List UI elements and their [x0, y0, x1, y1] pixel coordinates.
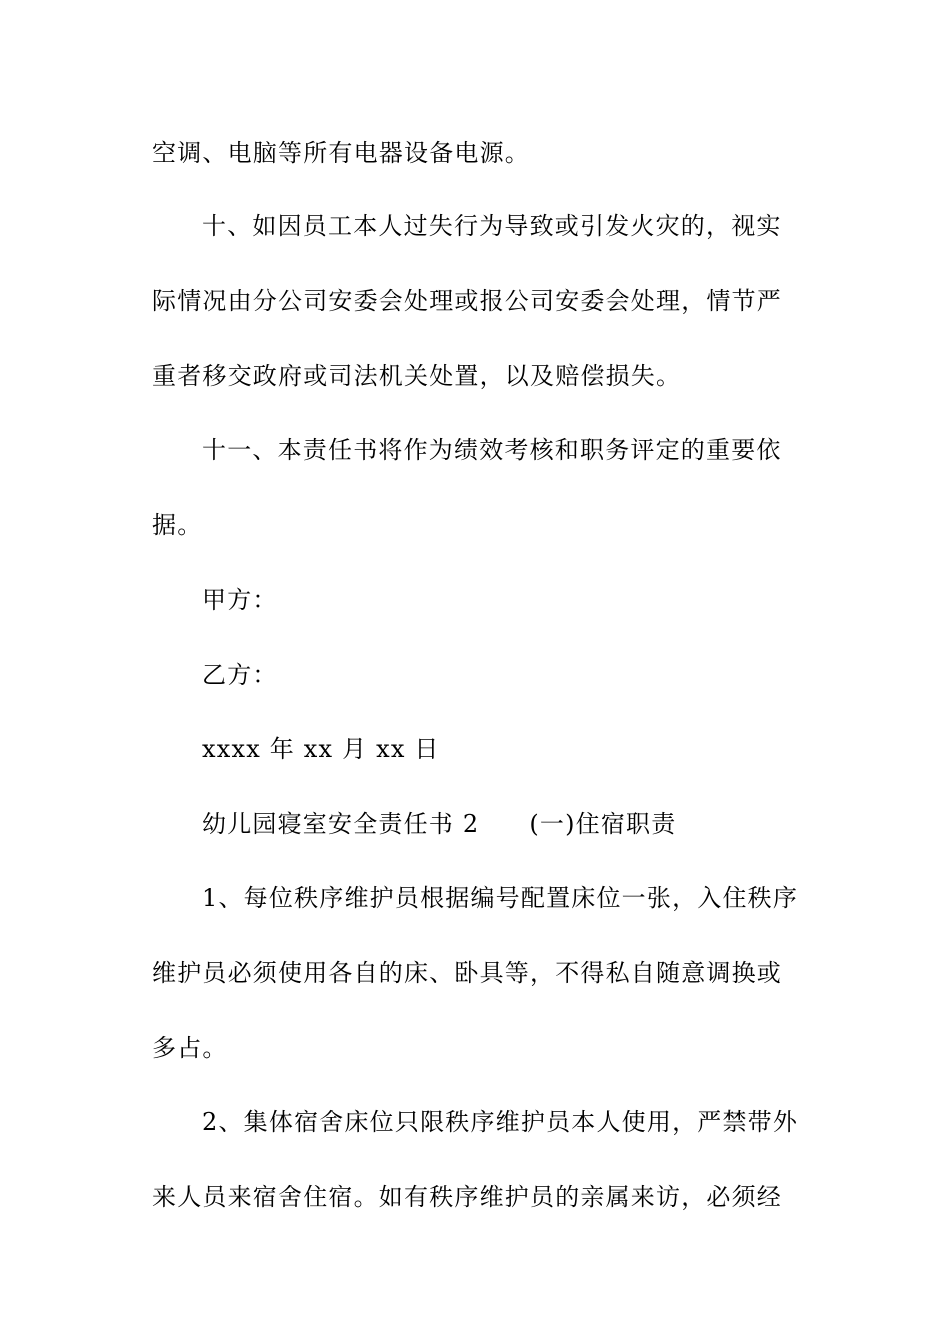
text-line: 据。: [152, 511, 203, 539]
text-line: 重者移交政府或司法机关处置，以及赔偿损失。: [152, 362, 682, 390]
heading-title: 幼儿园寝室安全责任书 2: [202, 810, 480, 838]
heading-section: (一)住宿职责: [529, 810, 677, 838]
party-a-label: 甲方：: [202, 586, 278, 614]
party-b-label: 乙方：: [202, 661, 278, 689]
text-line: 多占。: [152, 1034, 228, 1062]
text-line: 1、每位秩序维护员根据编号配置床位一张，入住秩序: [202, 884, 799, 912]
text-line: 维护员必须使用各自的床、卧具等，不得私自随意调换或: [152, 959, 782, 987]
text-line: 来人员来宿舍住宿。如有秩序维护员的亲属来访，必须经: [152, 1183, 782, 1211]
text-line: 际情况由分公司安委会处理或报公司安委会处理，情节严: [152, 287, 782, 315]
text-line: 空调、电脑等所有电器设备电源。: [152, 139, 530, 167]
text-line: 十一、本责任书将作为绩效考核和职务评定的重要依: [202, 436, 782, 464]
text-line: 十、如因员工本人过失行为导致或引发火灾的，视实: [202, 212, 782, 240]
text-line: 2、集体宿舍床位只限秩序维护员本人使用，严禁带外: [202, 1108, 799, 1136]
section-heading: [202, 808, 676, 840]
date-line: xxxx 年 xx 月 xx 日: [202, 735, 440, 763]
